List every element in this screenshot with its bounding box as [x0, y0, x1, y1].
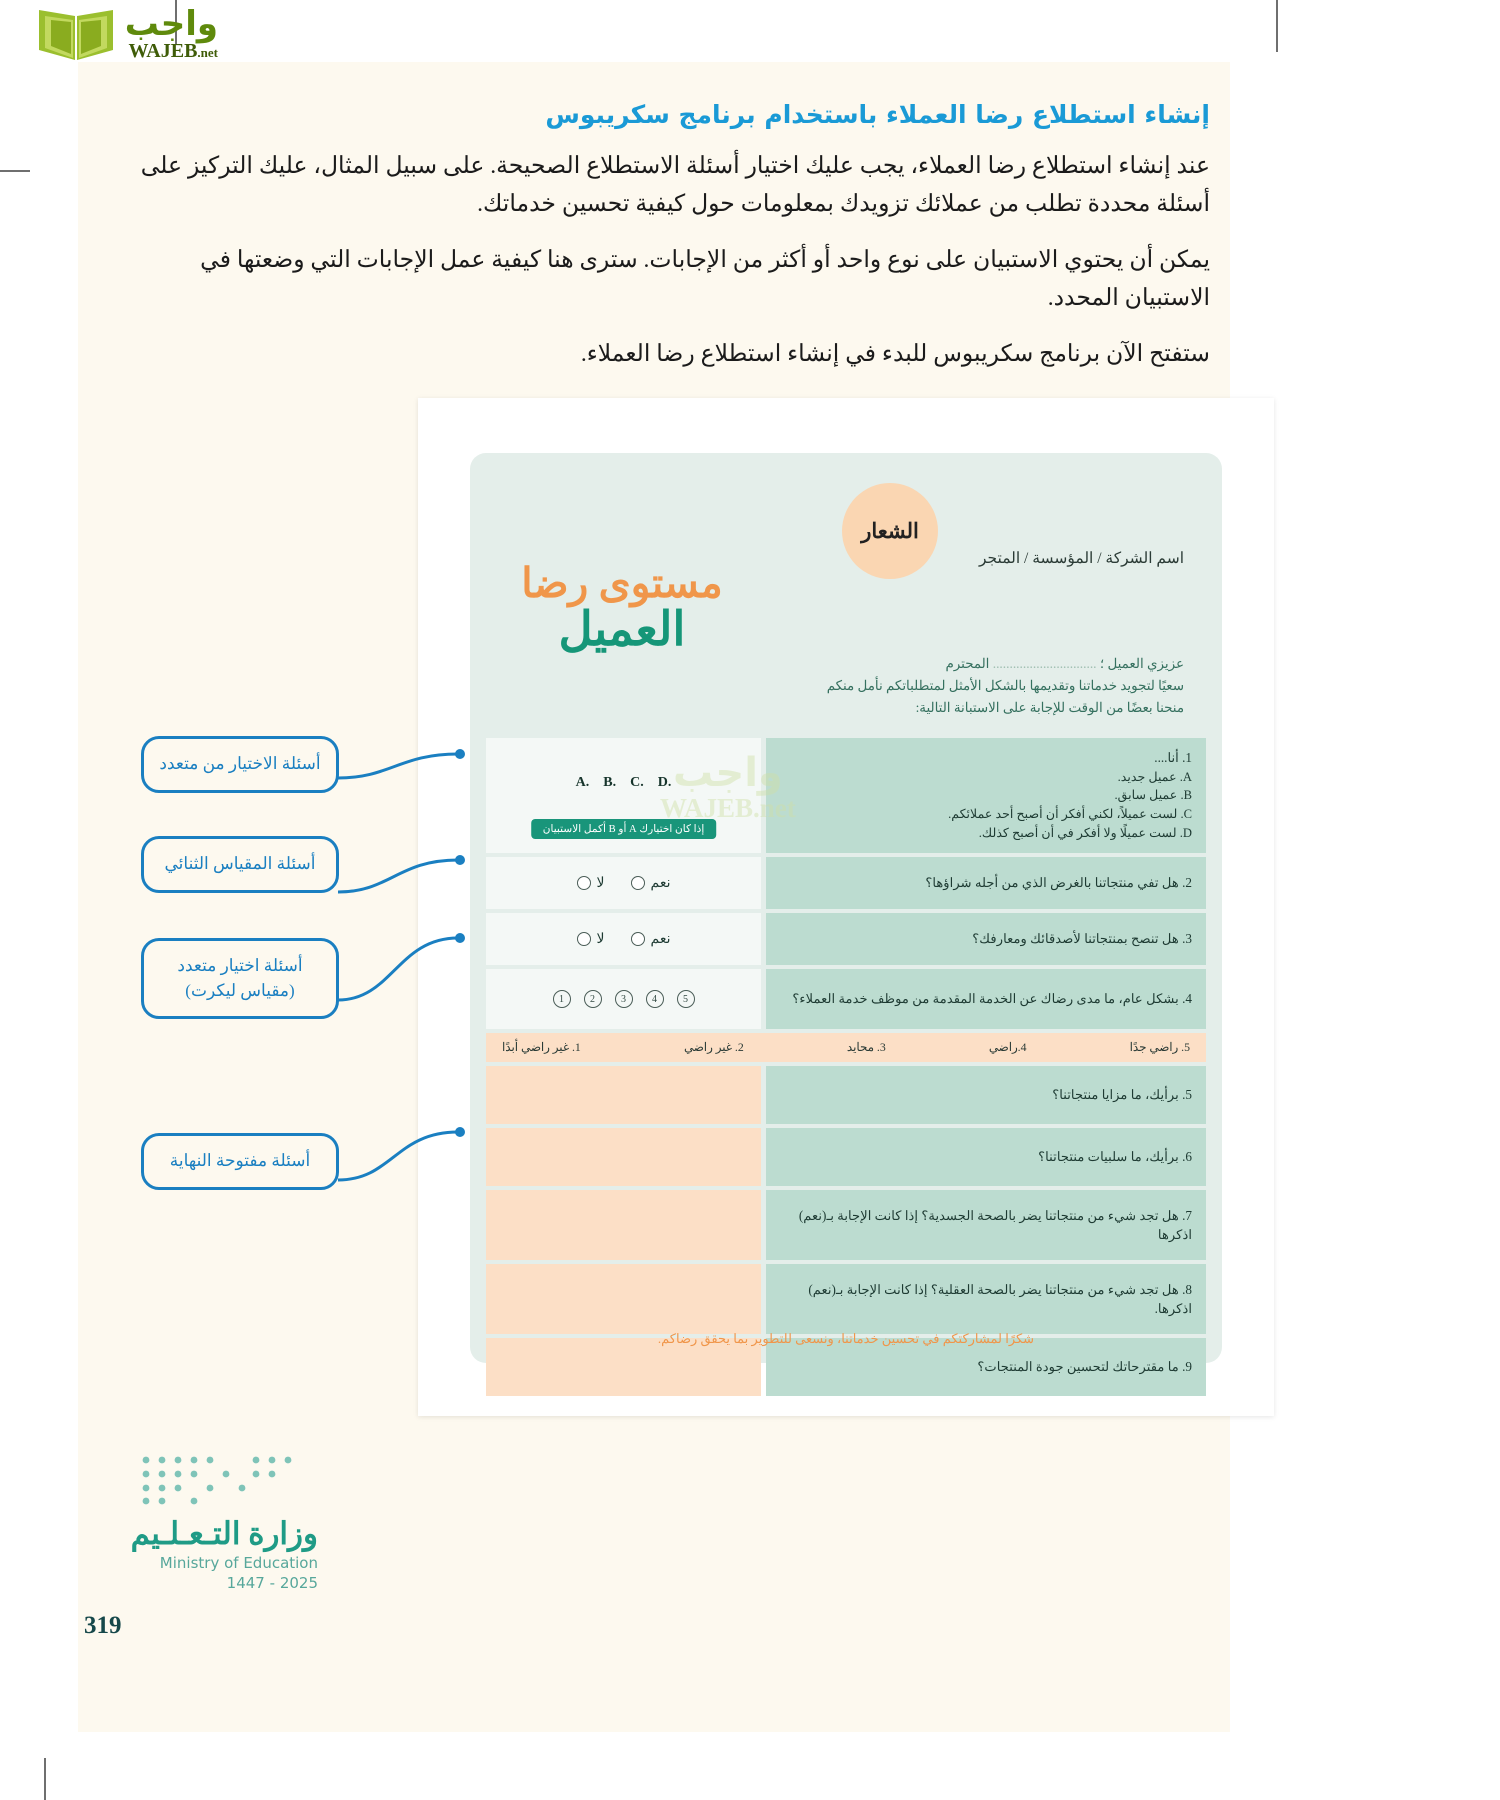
- open-answer-cell-6[interactable]: [486, 1128, 761, 1186]
- survey-heading: [492, 561, 752, 656]
- no-option-2[interactable]: [577, 875, 605, 892]
- callout-open-ended: [141, 1133, 339, 1190]
- open-answer-cell-5[interactable]: [486, 1066, 761, 1124]
- greeting-line-2: سعيًا لتجويد خدماتنا وتقديمها بالشكل الأمثل لمتطلباتكم نأمل منكم: [826, 678, 1184, 694]
- scale-label-3: 3. محايد: [846, 1040, 886, 1055]
- wajeb-logo: [8, 2, 218, 66]
- no-label-3: لا: [596, 931, 605, 947]
- open-book-icon: [33, 6, 119, 62]
- callout-binary-scale: [141, 836, 339, 893]
- crop-mark-bottom-left: [44, 1758, 46, 1800]
- survey-question-table: [486, 738, 1206, 1396]
- article-content: [140, 100, 1210, 391]
- paragraph-2: يمكن أن يحتوي الاستبيان على نوع واحد أو أكثر من الإجابات. سترى هنا كيفية عمل الإجابات التي وضعتها في الاستبيان المحدد.: [200, 247, 1210, 312]
- question-cell-8: [766, 1264, 1206, 1334]
- choice-d[interactable]: D.: [657, 774, 672, 790]
- question-text-8: 8. هل تجد شيء من منتجاتنا يضر بالصحة العقلية؟ إذا كانت الإجابة بـ(نعم) اذكرها.: [808, 1281, 1192, 1317]
- table-row: [486, 857, 1206, 909]
- abcd-choice-group[interactable]: [576, 775, 672, 791]
- callout-mcq-label: أسئلة الاختيار من متعدد: [159, 754, 321, 773]
- survey-heading-line1: مستوى رضا: [521, 560, 723, 606]
- crop-mark-left: [0, 170, 30, 172]
- conditional-note-pill: إذا كان اختيارك A أو B أكمل الاستبيان: [531, 819, 717, 839]
- question-cell-6: [766, 1128, 1206, 1186]
- question-text-7: 7. هل تجد شيء من منتجاتنا يضر بالصحة الجسدية؟ إذا كانت الإجابة بـ(نعم) اذكرها: [798, 1207, 1192, 1243]
- table-row: [486, 1264, 1206, 1334]
- survey-thanks-note: شكرًا لمشاركتكم في تحسين خدماتنا، ونسعى للتطوير بما يحقق رضاكم.: [657, 1331, 1035, 1346]
- choice-c[interactable]: C.: [630, 774, 644, 790]
- page-number: 319: [84, 1612, 122, 1639]
- survey-figure: [418, 398, 1274, 1416]
- wajeb-logo-latin: WAJEB.net: [128, 40, 218, 62]
- question-text-3: 3. هل تنصح بمنتجاتنا لأصدقائك ومعارفك؟: [972, 931, 1192, 947]
- question-text-6: 6. برأيك، ما سلبيات منتجاتنا؟: [1038, 1149, 1192, 1165]
- scale-label-5: 5. راضي جدًا: [1129, 1040, 1190, 1055]
- callout-likert-label: أسئلة اختيار متعدد (مقياس ليكرت): [177, 956, 303, 1000]
- likert-scale-group[interactable]: [553, 990, 695, 1008]
- likert-point-3[interactable]: 3: [615, 990, 633, 1008]
- page-top-margin: [0, 0, 1500, 62]
- likert-point-1[interactable]: 1: [553, 990, 571, 1008]
- wajeb-watermark-latin: WAJEB.net: [660, 793, 796, 823]
- yes-no-group-3[interactable]: [577, 931, 671, 948]
- paragraph-1: عند إنشاء استطلاع رضا العملاء، يجب عليك اختيار أسئلة الاستطلاع الصحيحة. على سبيل المثال، عليك التركيز على أسئلة محددة تطلب من عملائك تزويدك بمعلومات حول كيفية تحسين خدماتك.: [140, 153, 1210, 218]
- question-text-2: 2. هل تفي منتجاتنا بالغرض الذي من أجله شراؤها؟: [925, 875, 1192, 891]
- question-cell-2: [766, 857, 1206, 909]
- answer-cell-3[interactable]: [486, 913, 761, 965]
- survey-logo-placeholder: الشعار: [842, 483, 938, 579]
- question-text-9: 9. ما مقترحاتك لتحسين جودة المنتجات؟: [977, 1359, 1192, 1375]
- table-row: [486, 1128, 1206, 1186]
- wajeb-watermark-arabic: واجب: [673, 750, 783, 796]
- yes-no-group-2[interactable]: [577, 875, 671, 892]
- open-answer-cell-7[interactable]: [486, 1190, 761, 1260]
- callout-mcq: [141, 736, 339, 793]
- page-bottom-margin: [0, 1732, 1500, 1800]
- question-option-1a: A. عميل جديد.: [1117, 769, 1192, 784]
- table-row: [486, 913, 1206, 965]
- question-cell-3: [766, 913, 1206, 965]
- choice-b[interactable]: B.: [603, 774, 617, 790]
- greeting-salutation-line: [744, 653, 1184, 675]
- open-answer-cell-8[interactable]: [486, 1264, 761, 1334]
- question-cell-4: [766, 969, 1206, 1029]
- callout-binary-label: أسئلة المقياس الثنائي: [164, 854, 316, 873]
- ministry-name-english: Ministry of Education: [159, 1554, 318, 1572]
- crop-mark-top-right: [1276, 0, 1278, 52]
- no-label-2: لا: [596, 875, 605, 891]
- table-row: [486, 969, 1206, 1029]
- survey-greeting: [744, 653, 1184, 719]
- yes-label-3: نعم: [650, 931, 671, 947]
- page-left-margin: [0, 0, 78, 1800]
- yes-option-2[interactable]: [631, 875, 671, 892]
- question-text-5: 5. برأيك، ما مزايا منتجاتنا؟: [1052, 1087, 1192, 1103]
- likert-point-2[interactable]: 2: [584, 990, 602, 1008]
- callout-open-label: أسئلة مفتوحة النهاية: [169, 1151, 311, 1170]
- greeting-suffix: المحترم: [945, 656, 990, 671]
- radio-icon[interactable]: [631, 876, 645, 890]
- wajeb-logo-text: [124, 4, 218, 62]
- question-cell-7: [766, 1190, 1206, 1260]
- question-cell-1: [766, 738, 1206, 853]
- question-text-4: 4. بشكل عام، ما مدى رضاك عن الخدمة المقدمة من موظف خدمة العملاء؟: [792, 991, 1192, 1007]
- survey-sheet: [470, 453, 1222, 1375]
- ministry-name-arabic: وزارة التـعـلـيم: [130, 1516, 318, 1551]
- scale-label-2: 2. غير راضي: [683, 1040, 744, 1055]
- question-option-1d: D. لست عميلًا ولا أفكر في أن أصبح كذلك.: [978, 826, 1192, 841]
- page-title: إنشاء استطلاع رضا العملاء باستخدام برنامج سكريبوس: [545, 100, 1210, 129]
- likert-point-5[interactable]: 5: [677, 990, 695, 1008]
- ministry-dot-pattern-icon: [138, 1452, 318, 1506]
- likert-scale-legend: [486, 1033, 1206, 1062]
- question-text-1: 1. أنا....: [1154, 750, 1192, 765]
- table-row: [486, 1190, 1206, 1260]
- answer-cell-1[interactable]: [486, 738, 761, 853]
- table-row: [486, 1066, 1206, 1124]
- survey-heading-line2: العميل: [558, 604, 686, 657]
- paragraph-3: ستفتح الآن برنامج سكريبوس للبدء في إنشاء استطلاع رضا العملاء.: [580, 341, 1210, 368]
- scale-label-4: 4.راضي: [988, 1040, 1027, 1055]
- callout-likert: [141, 938, 339, 1019]
- radio-icon[interactable]: [577, 876, 591, 890]
- answer-cell-2[interactable]: [486, 857, 761, 909]
- greeting-label: عزيزي العميل ؛: [1099, 656, 1184, 671]
- radio-icon[interactable]: [631, 932, 645, 946]
- answer-cell-4[interactable]: [486, 969, 761, 1029]
- no-option-3[interactable]: [577, 931, 605, 948]
- wajeb-logo-arabic: واجب: [124, 4, 218, 44]
- greeting-line-3: منحنا بعضًا من الوقت للإجابة على الاستبانة التالية:: [915, 700, 1184, 716]
- radio-icon[interactable]: [577, 932, 591, 946]
- yes-label-2: نعم: [650, 875, 671, 891]
- question-option-1c: C. لست عميلاً، لكني أفكر أن أصبح أحد عملائكم.: [948, 807, 1192, 822]
- scale-label-1: 1. غير راضي أبدًا: [502, 1040, 581, 1055]
- survey-company-line: اسم الشركة / المؤسسة / المتجر: [978, 550, 1184, 567]
- choice-a[interactable]: A.: [575, 774, 590, 790]
- question-cell-5: [766, 1066, 1206, 1124]
- question-option-1b: B. عميل سابق.: [1114, 788, 1192, 803]
- greeting-dotted-line: ...............................: [992, 656, 1097, 671]
- ministry-year: 2025 - 1447: [226, 1574, 318, 1592]
- yes-option-3[interactable]: [631, 931, 671, 948]
- likert-point-4[interactable]: 4: [646, 990, 664, 1008]
- table-row: [486, 738, 1206, 853]
- ministry-logo: [88, 1452, 318, 1592]
